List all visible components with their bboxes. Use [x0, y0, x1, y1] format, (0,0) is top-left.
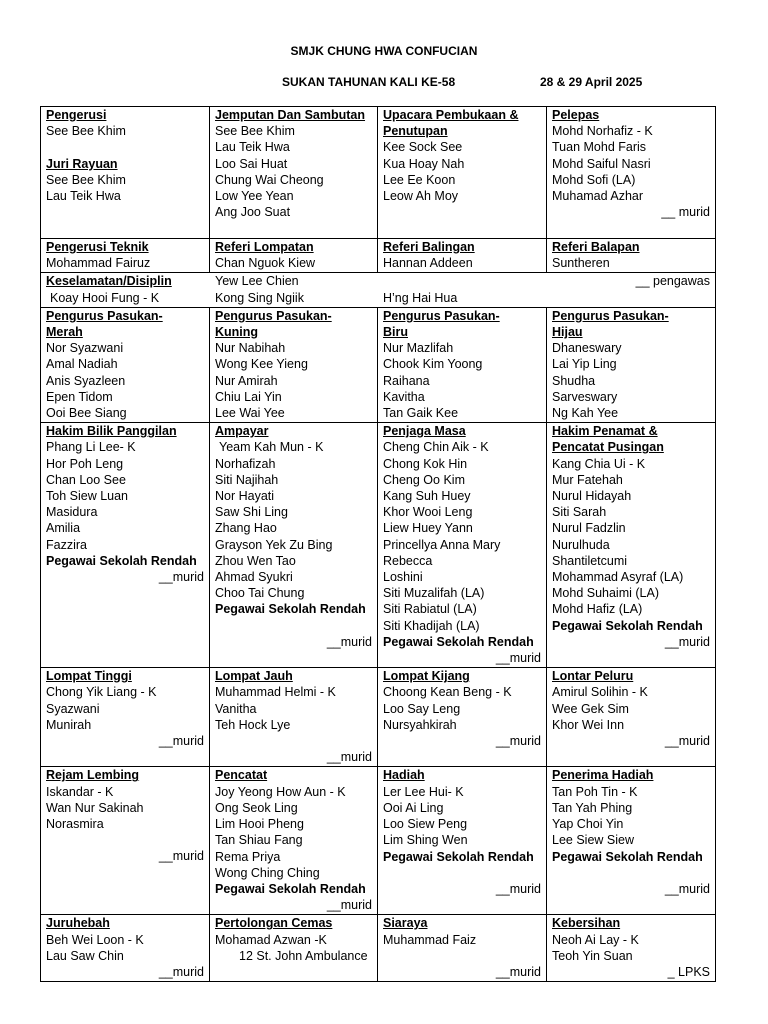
name-item: Amal Nadiah	[46, 357, 118, 372]
murid-count: __murid	[158, 734, 204, 749]
cell-penerima-hadiah	[547, 767, 716, 915]
cell-lontar-peluru	[547, 668, 716, 767]
name-item: Wee Gek Sim	[552, 701, 629, 716]
name-item: Fazzira	[46, 537, 87, 552]
name-item: Loo Sai Huat	[215, 156, 288, 171]
name-item: Wan Nur Sakinah	[46, 800, 144, 815]
pegawai-note: Pegawai Sekolah Rendah	[552, 618, 703, 633]
name-item: Nursyahkirah	[383, 717, 457, 732]
pengawas-count: __ pengawas	[635, 274, 710, 289]
name-item: Tuan Mohd Faris	[552, 140, 647, 155]
section-heading: Rejam Lembing	[46, 768, 140, 783]
cell-referi-balapan	[547, 239, 716, 273]
name-item: Lee Siew Siew	[552, 833, 634, 848]
name-item: Teh Hock Lye	[215, 717, 291, 732]
murid-count: __ murid	[661, 205, 710, 220]
name-item: Zhou Wen Tao	[215, 553, 296, 568]
cell-rejam-lembing	[41, 767, 210, 915]
name-item: Princellya Anna Mary	[383, 537, 501, 552]
name-item: Joy Yeong How Aun - K	[215, 784, 346, 799]
name-item: Cheng Oo Kim	[383, 472, 465, 487]
name-item: Ooi Bee Siang	[46, 406, 127, 421]
name-item: Chong Kok Hin	[383, 456, 468, 471]
name-item: H’ng Hai Hua	[383, 290, 458, 305]
name-item: Nur Nabihah	[215, 341, 286, 356]
name-item: Mohamad Azwan -K	[215, 932, 327, 947]
name-item: Nurulhuda	[552, 537, 610, 552]
name-item: Iskandar - K	[46, 784, 114, 799]
name-item: Mohd Suhaimi (LA)	[552, 586, 659, 601]
section-heading: Siaraya	[383, 916, 428, 931]
name-item: Khor Wei Inn	[552, 717, 625, 732]
name-item: Lim Hooi Pheng	[215, 817, 304, 832]
section-heading: Lontar Peluru	[552, 669, 634, 684]
cell-lompat-kijang	[378, 668, 547, 767]
name-item: Nurul Hidayah	[552, 489, 632, 504]
section-heading: Pencatat Pusingan	[552, 440, 664, 455]
name-item: See Bee Khim	[46, 124, 126, 139]
name-item: Chan Loo See	[46, 472, 126, 487]
name-item: Ang Joo Suat	[215, 205, 291, 220]
cell-referi-balingan	[378, 239, 547, 273]
section-heading: Pengurus Pasukan-	[383, 308, 500, 323]
name-item: Muhammad Helmi - K	[215, 685, 336, 700]
name-item: Epen Tidom	[46, 389, 113, 404]
murid-count: __murid	[158, 964, 204, 979]
section-heading: Biru	[383, 325, 408, 340]
name-item: Norhafizah	[215, 456, 276, 471]
section-heading: Referi Lompatan	[215, 240, 314, 254]
name-item: Nor Syazwani	[46, 341, 124, 356]
section-heading: Referi Balapan	[552, 240, 640, 254]
name-item: Chiu Lai Yin	[215, 389, 282, 404]
cell-pencatat	[210, 767, 378, 915]
name-item: Lau Teik Hwa	[215, 140, 290, 155]
section-heading: Lompat Kijang	[383, 669, 470, 684]
name-item: Neoh Ai Lay - K	[552, 932, 639, 947]
name-item: Lim Shing Wen	[383, 833, 468, 848]
section-heading: Pengurus Pasukan-	[46, 308, 163, 323]
name-item: Chung Wai Cheong	[215, 172, 324, 187]
name-item: Syazwani	[46, 701, 100, 716]
name-item: Liew Huey Yann	[383, 521, 473, 536]
section-heading: Pengurus Pasukan-	[552, 308, 669, 323]
name-item: Ler Lee Hui- K	[383, 784, 464, 799]
name-item: Chan Nguok Kiew	[215, 256, 316, 271]
section-heading: Pertolongan Cemas	[215, 916, 333, 931]
section-heading: Juri Rayuan	[46, 156, 118, 171]
name-item: Phang Li Lee- K	[46, 440, 136, 455]
name-item: Loo Say Leng	[383, 701, 461, 716]
name-item: Siti Khadijah (LA)	[383, 618, 480, 633]
cell-pengerusi-teknik	[41, 239, 210, 273]
section-heading: Penerima Hadiah	[552, 768, 654, 783]
name-item: Kang Suh Huey	[383, 489, 471, 504]
name-item: Siti Muzalifah (LA)	[383, 586, 485, 601]
cell-hakim-penamat	[547, 423, 716, 668]
name-item: Dhaneswary	[552, 341, 622, 356]
cell-jemputan	[210, 107, 378, 239]
name-item: Yeam Kah Mun - K	[219, 440, 324, 455]
cell-siaraya	[378, 915, 547, 982]
cell-ampayar	[210, 423, 378, 668]
murid-count: __murid	[495, 964, 541, 979]
name-item: Cheng Chin Aik - K	[383, 440, 489, 455]
name-item: Munirah	[46, 717, 92, 732]
name-item: Chook Kim Yoong	[383, 357, 483, 372]
section-heading: Hijau	[552, 325, 583, 340]
murid-count: __murid	[664, 734, 710, 749]
section-heading: Pelepas	[552, 108, 600, 122]
name-item: Tan Shiau Fang	[215, 833, 303, 848]
name-item: Toh Siew Luan	[46, 489, 129, 504]
name-item: Wong Ching Ching	[215, 865, 320, 880]
cell-pertolongan-cemas	[210, 915, 378, 982]
name-item: Ooi Ai Ling	[383, 800, 444, 815]
section-heading: Pengerusi Teknik	[46, 240, 149, 254]
section-heading: Referi Balingan	[383, 240, 475, 254]
name-item: Zhang Hao	[215, 521, 277, 536]
cell-keselamatan-pengawas	[547, 273, 716, 307]
cell-pasukan-hijau	[547, 307, 716, 422]
pegawai-note: Pegawai Sekolah Rendah	[215, 602, 366, 617]
murid-count: __murid	[158, 849, 204, 864]
name-item: Choong Kean Beng - K	[383, 685, 512, 700]
name-item: Siti Sarah	[552, 505, 607, 520]
name-item: Kua Hoay Nah	[383, 156, 465, 171]
name-item: Sarveswary	[552, 389, 618, 404]
name-item: Muhammad Faiz	[383, 932, 477, 947]
section-heading: Penjaga Masa	[383, 424, 466, 439]
name-item: Hannan Addeen	[383, 256, 473, 271]
name-item: Raihana	[383, 373, 430, 388]
name-item: Kang Chia Ui - K	[552, 456, 646, 471]
school-name: SMJK CHUNG HWA CONFUCIAN	[290, 44, 478, 58]
name-item: Suntheren	[552, 256, 610, 271]
name-item: Ng Kah Yee	[552, 406, 619, 421]
section-heading: Hakim Penamat &	[552, 424, 658, 439]
name-item: Tan Gaik Kee	[383, 406, 459, 421]
name-item: Vanitha	[215, 701, 257, 716]
cell-lompat-jauh	[210, 668, 378, 767]
name-item: Yap Choi Yin	[552, 817, 624, 832]
cell-pasukan-kuning	[210, 307, 378, 422]
pegawai-note: Pegawai Sekolah Rendah	[46, 553, 197, 568]
name-item: Shudha	[552, 373, 596, 388]
cell-penjaga-masa	[378, 423, 547, 668]
event-title: SUKAN TAHUNAN KALI KE-58	[282, 75, 456, 89]
table-row	[41, 915, 716, 982]
table-row	[41, 767, 716, 915]
name-item: Shantiletcumi	[552, 553, 628, 568]
cell-pasukan-biru	[378, 307, 547, 422]
section-heading: Kebersihan	[552, 916, 621, 931]
section-heading: Lompat Jauh	[215, 669, 293, 684]
section-heading: Pengurus Pasukan-	[215, 308, 332, 323]
duty-roster-table	[40, 106, 716, 982]
cell-keselamatan-names-2	[378, 273, 547, 307]
table-row	[41, 423, 716, 668]
name-item: Low Yee Yean	[215, 189, 294, 204]
section-heading: Penutupan	[383, 124, 448, 139]
name-item: Nur Mazlifah	[383, 341, 454, 356]
cell-pasukan-merah	[41, 307, 210, 422]
name-item: Norasmira	[46, 817, 104, 832]
name-item: Tan Poh Tin - K	[552, 784, 638, 799]
name-item: Yew Lee Chien	[215, 274, 299, 289]
murid-count: __murid	[495, 881, 541, 896]
name-item: Beh Wei Loon - K	[46, 932, 144, 947]
name-item: Koay Hooi Fung - K	[50, 290, 160, 305]
name-item: Hor Poh Leng	[46, 456, 124, 471]
murid-count: __murid	[326, 750, 372, 765]
name-item: Mohammad Asyraf (LA)	[552, 570, 684, 585]
section-heading: Keselamatan/Disiplin	[46, 274, 172, 289]
section-heading: Hadiah	[383, 768, 425, 783]
pegawai-note: Pegawai Sekolah Rendah	[552, 849, 703, 864]
name-item: Chong Yik Liang - K	[46, 685, 157, 700]
name-item: 12 St. John Ambulance	[239, 948, 368, 963]
name-item: Loshini	[383, 570, 423, 585]
cell-kebersihan	[547, 915, 716, 982]
cell-pelepas	[547, 107, 716, 239]
name-item: Masidura	[46, 505, 98, 520]
cell-juruhebah	[41, 915, 210, 982]
table-row	[41, 668, 716, 767]
cell-referi-lompatan	[210, 239, 378, 273]
murid-count: __murid	[495, 734, 541, 749]
name-item: Rebecca	[383, 553, 433, 568]
name-item: Nor Hayati	[215, 489, 275, 504]
name-item: Lee Wai Yee	[215, 406, 285, 421]
name-item: Lai Yip Ling	[552, 357, 617, 372]
name-item: Mohd Sofi (LA)	[552, 172, 636, 187]
section-heading: Pengerusi	[46, 108, 107, 122]
name-item: Lau Teik Hwa	[46, 189, 121, 203]
name-item: Mohd Norhafiz - K	[552, 124, 653, 139]
section-heading: Jemputan Dan Sambutan	[215, 108, 366, 122]
name-item: Mohammad Fairuz	[46, 256, 151, 271]
name-item: Grayson Yek Zu Bing	[215, 537, 333, 552]
murid-count: __murid	[664, 881, 710, 896]
name-item: Wong Kee Yieng	[215, 357, 308, 372]
table-row	[41, 307, 716, 422]
cell-keselamatan-names	[210, 273, 378, 307]
name-item: See Bee Khim	[46, 172, 126, 187]
table-row	[41, 239, 716, 273]
name-item: Muhamad Azhar	[552, 189, 644, 204]
name-item: Ong Seok Ling	[215, 800, 298, 815]
name-item: Saw Shi Ling	[215, 505, 288, 520]
section-heading: Lompat Tinggi	[46, 669, 132, 684]
section-heading: Ampayar	[215, 424, 269, 439]
table-row	[41, 273, 716, 307]
name-item: Amilia	[46, 521, 81, 536]
murid-count: __murid	[495, 651, 541, 666]
cell-upacara	[378, 107, 547, 239]
name-item: Rema Priya	[215, 849, 281, 864]
cell-lompat-tinggi	[41, 668, 210, 767]
name-item: Khor Wooi Leng	[383, 505, 473, 520]
name-item: Siti Najihah	[215, 472, 279, 487]
section-heading: Juruhebah	[46, 916, 110, 931]
pegawai-note: Pegawai Sekolah Rendah	[215, 881, 366, 896]
name-item: Kee Sock See	[383, 140, 463, 155]
name-item: Amirul Solihin - K	[552, 685, 648, 700]
event-dates: 28 & 29 April 2025	[540, 75, 643, 89]
name-item: Lee Ee Koon	[383, 172, 456, 187]
name-item: Lau Saw Chin	[46, 948, 124, 963]
name-item: Leow Ah Moy	[383, 189, 459, 204]
cell-hakim-bilik-panggilan	[41, 423, 210, 668]
pegawai-note: Pegawai Sekolah Rendah	[383, 634, 534, 649]
name-item: Nur Amirah	[215, 373, 278, 388]
lpks-count: _ LPKS	[667, 964, 710, 979]
name-item: Mohd Saiful Nasri	[552, 156, 651, 171]
pegawai-note: Pegawai Sekolah Rendah	[383, 849, 534, 864]
section-heading: Hakim Bilik Panggilan	[46, 424, 177, 439]
name-item: Ahmad Syukri	[215, 570, 293, 585]
name-item: See Bee Khim	[215, 124, 295, 139]
name-item: Loo Siew Peng	[383, 817, 468, 832]
name-item: Tan Yah Phing	[552, 800, 633, 815]
name-item: Mohd Hafiz (LA)	[552, 602, 643, 617]
murid-count: __murid	[664, 634, 710, 649]
murid-count: __murid	[158, 570, 204, 585]
section-heading: Pencatat	[215, 768, 268, 783]
name-item: Mur Fatehah	[552, 472, 623, 487]
cell-hadiah	[378, 767, 547, 915]
name-item: Siti Rabiatul (LA)	[383, 602, 477, 617]
name-item: Choo Tai Chung	[215, 586, 305, 601]
name-item: Teoh Yin Suan	[552, 948, 633, 963]
section-heading: Merah	[46, 325, 83, 340]
section-heading: Upacara Pembukaan &	[383, 108, 519, 122]
name-item: Kong Sing Ngiik	[215, 290, 304, 305]
murid-count: __murid	[326, 898, 372, 913]
cell-keselamatan	[41, 273, 210, 307]
table-row	[41, 107, 716, 239]
cell-pengerusi	[41, 107, 210, 239]
name-item: Kavitha	[383, 389, 425, 404]
name-item: Anis Syazleen	[46, 373, 126, 388]
section-heading: Kuning	[215, 325, 259, 340]
name-item: Nurul Fadzlin	[552, 521, 626, 536]
murid-count: __murid	[326, 634, 372, 649]
